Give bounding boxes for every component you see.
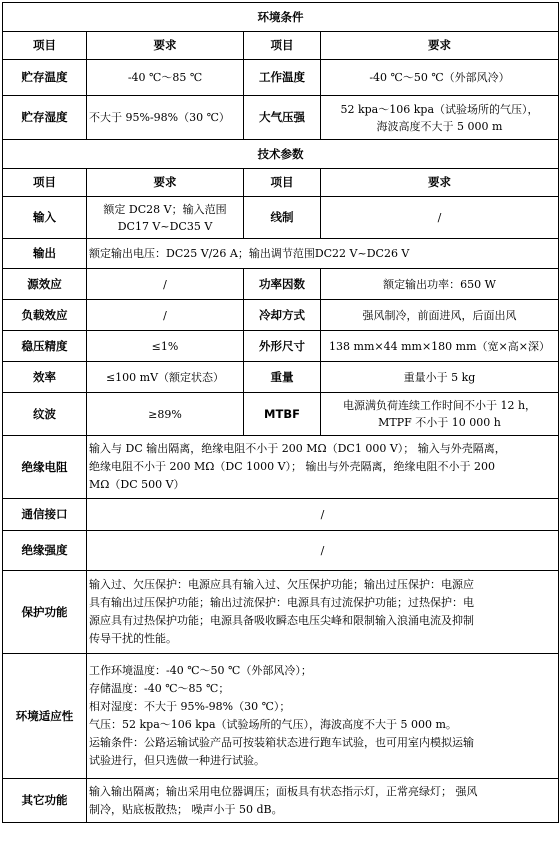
table-row: [3, 654, 559, 779]
row-label: 贮存湿度: [3, 96, 87, 140]
row-label: 冷却方式: [244, 300, 321, 331]
row-label: 重量: [244, 362, 321, 393]
row-label: 保护功能: [3, 571, 87, 654]
row-value: [87, 779, 559, 823]
row-value: ≤1%: [87, 331, 244, 362]
row-label: 功率因数: [244, 269, 321, 300]
row-label: 效率: [3, 362, 87, 393]
table-row: [3, 531, 559, 571]
row-value: 138 mm×44 mm×180 mm（宽×高×深）: [321, 331, 559, 362]
column-header-row: [3, 32, 559, 60]
value-line: DC17 V~DC35 V: [117, 219, 213, 233]
row-value: 额定输出电压：DC25 V/26 A；输出调节范围DC22 V~DC26 V: [87, 239, 559, 269]
table-row: [3, 779, 559, 823]
column-header: 项目: [3, 169, 87, 197]
value-line: 源应具有过热保护功能；电源具备吸收瞬态电压尖峰和限制输入浪涌电流及抑制: [89, 614, 474, 627]
row-label: 绝缘电阻: [3, 436, 87, 499]
table-row: [3, 300, 559, 331]
column-header: 项目: [244, 32, 321, 60]
row-label: 纹波: [3, 393, 87, 436]
value-line: 电源满负荷连续工作时间不小于 12 h，: [342, 399, 537, 412]
value-line: 52 kpa～106 kpa（试验场所的气压），: [340, 102, 539, 116]
column-header: 要求: [321, 32, 559, 60]
row-label: 源效应: [3, 269, 87, 300]
value-line: 气压：52 kpa～106 kpa（试验场所的气压），海波高度不大于 5 000 m。: [89, 718, 457, 731]
column-header: 项目: [3, 32, 87, 60]
table-row: [3, 362, 559, 393]
value-line: 存储温度：-40 ℃～85 ℃；: [89, 682, 230, 695]
row-value: 不大于 95%-98%（30 ℃）: [87, 96, 244, 140]
row-value: -40 ℃～50 ℃（外部风冷）: [321, 60, 559, 96]
row-label: 其它功能: [3, 779, 87, 823]
column-header: 项目: [244, 169, 321, 197]
value-line: 绝缘电阻不小于 200 MΩ（DC 1000 V）； 输出与外壳隔离，绝缘电阻不小于 200: [89, 460, 496, 473]
row-label: 外形尺寸: [244, 331, 321, 362]
row-value: -40 ℃～85 ℃: [87, 60, 244, 96]
row-value: /: [321, 197, 559, 239]
table-row: [3, 197, 559, 239]
column-header-row: [3, 169, 559, 197]
value-line: 输入过、欠压保护：电源应具有输入过、欠压保护功能；输出过压保护：电源应: [89, 578, 474, 591]
row-label: 大气压强: [244, 96, 321, 140]
table-row: [3, 60, 559, 96]
value-line: 运输条件：公路运输试验产品可按装箱状态进行跑车试验，也可用室内模拟运输: [89, 736, 474, 749]
value-line: 具有输出过压保护功能；输出过流保护：电源具有过流保护功能；过热保护：电: [89, 596, 474, 609]
row-label: 稳压精度: [3, 331, 87, 362]
row-value: [87, 571, 559, 654]
row-value: [321, 96, 559, 140]
value-line: 相对湿度：不大于 95%-98%（30 ℃）；: [89, 700, 291, 713]
row-label: 通信接口: [3, 499, 87, 531]
value-line: 制冷，贴底板散热； 噪声小于 50 dB。: [89, 802, 283, 816]
row-value: /: [87, 531, 559, 571]
row-label: 线制: [244, 197, 321, 239]
row-value: 强风制冷，前面进风，后面出风: [321, 300, 559, 331]
spec-table: [2, 2, 559, 823]
section-title: 技术参数: [3, 140, 559, 169]
value-line: 试验进行，但只选做一种进行试验。: [89, 754, 265, 767]
table-row: [3, 269, 559, 300]
row-value: [87, 436, 559, 499]
row-value: 重量小于 5 kg: [321, 362, 559, 393]
table-row: [3, 393, 559, 436]
table-row: [3, 239, 559, 269]
value-line: 额定 DC28 V；输入范围: [103, 202, 227, 216]
row-value: [87, 197, 244, 239]
value-line: MTPF 不小于 10 000 h: [378, 416, 501, 429]
value-line: 海波高度不大于 5 000 m: [376, 119, 503, 133]
value-line: 工作环境温度：-40 ℃～50 ℃（外部风冷）；: [89, 664, 312, 677]
table-row: [3, 331, 559, 362]
row-label: 环境适应性: [3, 654, 87, 779]
section-title: 环境条件: [3, 3, 559, 32]
value-line: 传导干扰的性能。: [89, 632, 177, 645]
row-label: 输出: [3, 239, 87, 269]
row-value: /: [87, 499, 559, 531]
row-label: 负载效应: [3, 300, 87, 331]
row-value: [321, 393, 559, 436]
row-value: 额定输出功率：650 W: [321, 269, 559, 300]
table-row: [3, 499, 559, 531]
table-row: [3, 96, 559, 140]
table-row: [3, 436, 559, 499]
table-row: [3, 571, 559, 654]
value-line: 输入输出隔离；输出采用电位器调压；面板具有状态指示灯，正常亮绿灯； 强风: [89, 784, 478, 798]
column-header: 要求: [87, 32, 244, 60]
row-value: [87, 654, 559, 779]
row-label: 贮存温度: [3, 60, 87, 96]
row-value: ≥89%: [87, 393, 244, 436]
row-value: ≤100 mV（额定状态）: [87, 362, 244, 393]
column-header: 要求: [87, 169, 244, 197]
value-line: MΩ（DC 500 V）: [89, 478, 185, 491]
column-header: 要求: [321, 169, 559, 197]
section-header-tech: [3, 140, 559, 169]
row-label: 工作温度: [244, 60, 321, 96]
row-label: MTBF: [244, 393, 321, 436]
row-value: /: [87, 269, 244, 300]
row-label: 输入: [3, 197, 87, 239]
value-line: 输入与 DC 输出隔离，绝缘电阻不小于 200 MΩ（DC1 000 V）； 输入与外壳隔离，: [89, 442, 506, 455]
section-header-env: [3, 3, 559, 32]
row-label: 绝缘强度: [3, 531, 87, 571]
row-value: /: [87, 300, 244, 331]
